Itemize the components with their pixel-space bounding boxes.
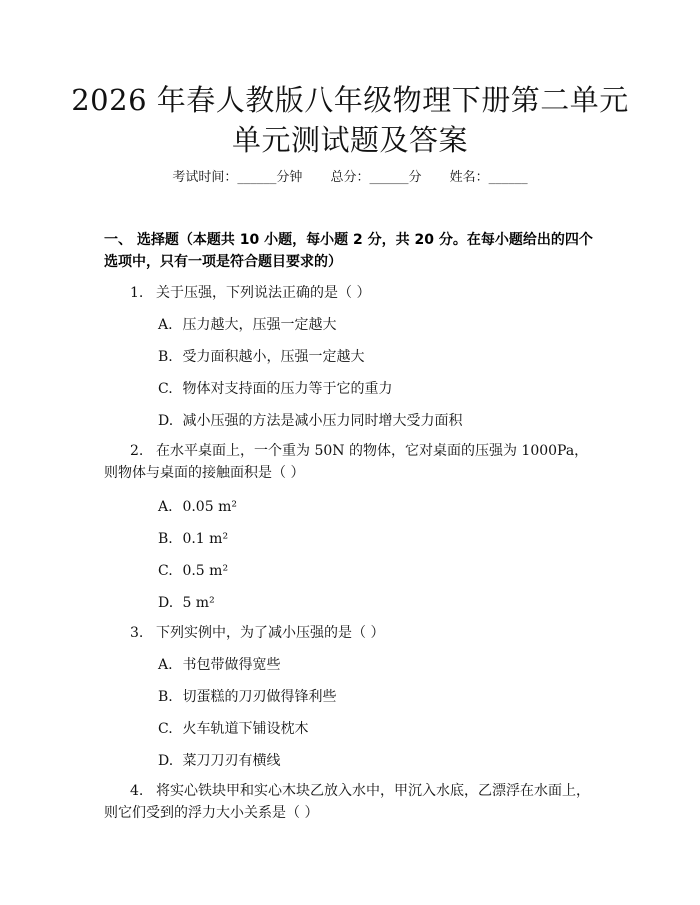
question-2-option-b	[158, 528, 596, 550]
question-3	[104, 622, 596, 644]
document-title: 2026 年春人教版八年级物理下册第二单元单元测试题及答案	[71, 83, 629, 157]
option-text: 书包带做得宽些	[182, 657, 281, 673]
option-text: 切蛋糕的刀刃做得锋利些	[182, 689, 337, 705]
option-letter: C.	[158, 721, 173, 737]
question-text: 将实心铁块甲和实心木块乙放入水中，甲沉入水底，乙漂浮在水面上，则它们受到的浮力大小关系是（ ）	[104, 783, 590, 821]
option-text: 压力越大，压强一定越大	[182, 317, 337, 333]
question-1-option-a	[158, 314, 596, 336]
question-3-option-a	[158, 654, 596, 676]
question-number: 2.	[130, 443, 144, 459]
question-1-option-d	[158, 410, 596, 432]
question-3-option-c	[158, 718, 596, 740]
exam-meta	[0, 168, 700, 188]
option-text: 受力面积越小，压强一定越大	[182, 349, 365, 365]
option-text: 0.05 m²	[182, 499, 237, 515]
question-3-option-b	[158, 686, 596, 708]
option-letter: B.	[158, 689, 173, 705]
question-4	[104, 780, 596, 824]
option-text: 0.1 m²	[182, 531, 229, 547]
student-name-field: 姓名：______	[449, 170, 528, 185]
option-letter: D.	[158, 595, 174, 611]
question-1	[104, 282, 596, 304]
option-text: 菜刀刀刃有横线	[182, 753, 281, 769]
total-score-field: 总分：______分	[330, 170, 422, 185]
question-1-option-c	[158, 378, 596, 400]
section-heading: 一、 选择题（本题共 10 小题，每小题 2 分，共 20 分。在每小题给出的四个选项中，只有一项是符合题目要求的）	[104, 232, 593, 270]
question-text: 在水平桌面上，一个重为 50N 的物体，它对桌面的压强为 1000Pa，则物体与桌面的接触面积是（ ）	[104, 443, 589, 481]
option-letter: B.	[158, 349, 173, 365]
option-letter: B.	[158, 531, 173, 547]
option-text: 5 m²	[182, 595, 215, 611]
option-letter: C.	[158, 563, 173, 579]
option-text: 物体对支持面的压力等于它的重力	[182, 381, 393, 397]
question-text: 下列实例中，为了减小压强的是（ ）	[156, 625, 385, 641]
question-number: 3.	[130, 625, 144, 641]
option-letter: A.	[158, 657, 173, 673]
option-letter: C.	[158, 381, 173, 397]
option-text: 减小压强的方法是减小压力同时增大受力面积	[182, 413, 463, 429]
question-1-option-b	[158, 346, 596, 368]
option-letter: D.	[158, 413, 174, 429]
option-text: 0.5 m²	[182, 563, 229, 579]
question-number: 1.	[130, 285, 144, 301]
question-number: 4.	[130, 783, 144, 799]
question-2-option-a	[158, 496, 596, 518]
question-3-option-d	[158, 750, 596, 772]
question-2-option-c	[158, 560, 596, 582]
question-2	[104, 440, 596, 484]
question-2-option-d	[158, 592, 596, 614]
exam-time-field: 考试时间：______分钟	[172, 170, 303, 185]
option-letter: A.	[158, 499, 173, 515]
option-letter: A.	[158, 317, 173, 333]
option-text: 火车轨道下铺设枕木	[182, 721, 309, 737]
option-letter: D.	[158, 753, 174, 769]
question-text: 关于压强，下列说法正确的是（ ）	[156, 285, 371, 301]
